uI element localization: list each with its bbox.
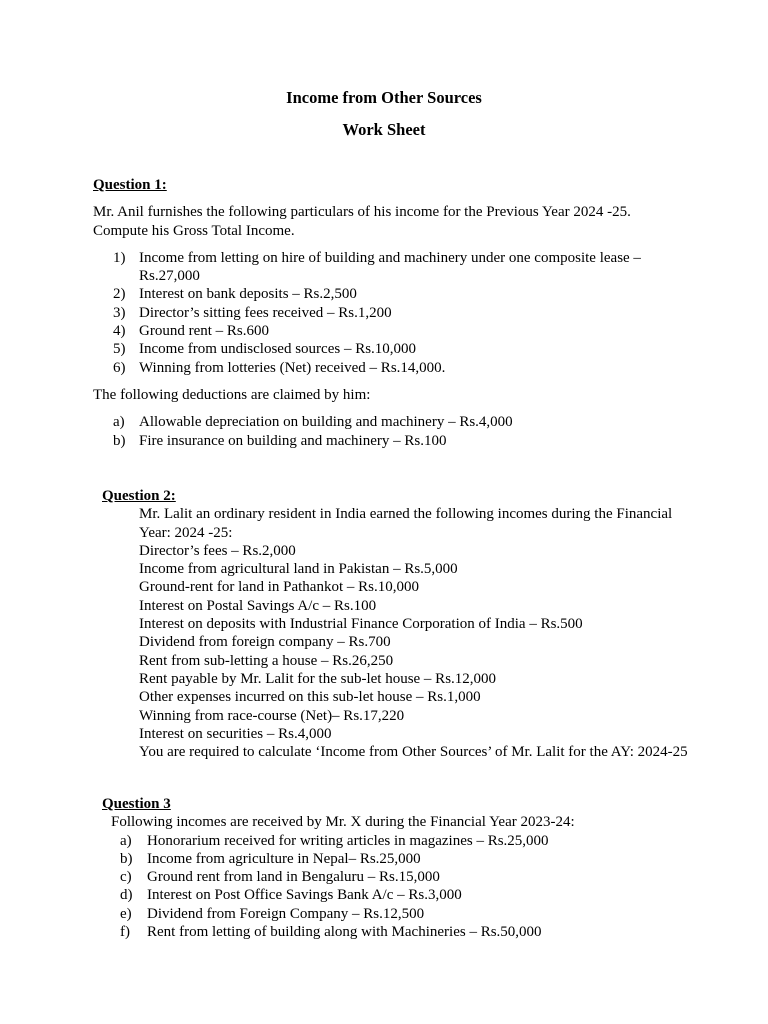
list-marker: 5) (113, 341, 126, 358)
question-2-body (102, 505, 695, 761)
list-item (93, 340, 673, 358)
list-marker: 1) (113, 249, 126, 266)
list-item-text: Interest on Post Office Savings Bank A/c – Rs.3,000 (147, 887, 462, 904)
list-item (93, 359, 673, 377)
list-item-text: Ground rent from land in Bengaluru – Rs.15,000 (147, 869, 440, 886)
list-item-text: Income from letting on hire of building and machinery under one composite lease – Rs.27,000 (139, 249, 641, 285)
question-1-heading: Question 1: (93, 177, 167, 193)
question-2-heading: Question 2: (102, 488, 176, 504)
question-2-line: Mr. Lalit an ordinary resident in India earned the following incomes during the Financial Year: 2024 -25: (139, 506, 673, 541)
list-item (93, 886, 702, 904)
question-1-intro: Mr. Anil furnishes the following particulars of his income for the Previous Year 2024 -25. Compute his Gross Total Income. (93, 204, 631, 239)
list-marker: e) (120, 905, 132, 922)
question-2-line: Income from agricultural land in Pakistan – Rs.5,000 (139, 561, 458, 578)
document-subtitle: Work Sheet (342, 120, 426, 139)
list-item-text: Interest on bank deposits – Rs.2,500 (139, 286, 357, 303)
question-2-line: Ground-rent for land in Pathankot – Rs.10,000 (139, 579, 419, 596)
question-3 (102, 795, 702, 941)
list-marker: 6) (113, 359, 126, 376)
question-2-line: You are required to calculate ‘Income from Other Sources’ of Mr. Lalit for the AY: 2024-25 (139, 744, 688, 761)
question-2-line: Rent payable by Mr. Lalit for the sub-let house – Rs.12,000 (139, 670, 497, 687)
list-marker: a) (113, 414, 125, 431)
list-item-text: Honorarium received for writing articles in magazines – Rs.25,000 (147, 832, 549, 849)
list-item-text: Fire insurance on building and machinery – Rs.100 (139, 432, 447, 449)
list-marker: d) (120, 887, 133, 904)
list-item-text: Income from agriculture in Nepal– Rs.25,000 (147, 850, 421, 867)
list-item-text: Director’s sitting fees received – Rs.1,200 (139, 304, 392, 321)
list-item (93, 432, 673, 450)
list-item (93, 249, 673, 286)
list-marker: f) (120, 924, 130, 941)
list-item (93, 413, 673, 431)
question-2-line: Interest on securities – Rs.4,000 (139, 725, 332, 742)
list-item (93, 868, 702, 886)
list-marker: 2) (113, 286, 126, 303)
deductions-intro: The following deductions are claimed by him: (93, 386, 371, 403)
list-item (93, 850, 702, 868)
list-item-text: Allowable depreciation on building and machinery – Rs.4,000 (139, 414, 513, 431)
question-1-income-list (93, 249, 673, 377)
list-item-text: Income from undisclosed sources – Rs.10,000 (139, 341, 417, 358)
list-marker: b) (120, 850, 133, 867)
question-2-line: Interest on Postal Savings A/c – Rs.100 (139, 597, 377, 614)
document-title: Income from Other Sources (286, 88, 482, 107)
list-marker: c) (120, 869, 132, 886)
list-item (93, 322, 673, 340)
question-1 (93, 176, 673, 450)
question-3-intro: Following incomes are received by Mr. X during the Financial Year 2023-24: (111, 814, 575, 831)
list-item (93, 304, 673, 322)
question-2-line: Director’s fees – Rs.2,000 (139, 542, 296, 559)
question-2 (102, 487, 702, 761)
question-2-line: Winning from race-course (Net)– Rs.17,220 (139, 707, 405, 724)
list-item (93, 923, 702, 941)
question-2-line: Rent from sub-letting a house – Rs.26,250 (139, 652, 394, 669)
list-item-text: Dividend from Foreign Company – Rs.12,500 (147, 905, 425, 922)
list-marker: 4) (113, 323, 126, 340)
list-marker: 3) (113, 304, 126, 321)
question-2-line: Interest on deposits with Industrial Finance Corporation of India – Rs.500 (139, 616, 583, 633)
list-item (93, 832, 702, 850)
list-item-text: Winning from lotteries (Net) received – Rs.14,000. (139, 359, 446, 376)
question-2-line: Other expenses incurred on this sub-let house – Rs.1,000 (139, 689, 481, 706)
question-3-heading: Question 3 (102, 796, 171, 812)
list-marker: a) (120, 832, 132, 849)
list-marker: b) (113, 432, 126, 449)
list-item (93, 285, 673, 303)
question-1-deductions-list (93, 413, 673, 450)
question-2-line: Dividend from foreign company – Rs.700 (139, 634, 391, 651)
list-item (93, 905, 702, 923)
list-item-text: Rent from letting of building along with Machineries – Rs.50,000 (147, 924, 542, 941)
question-3-income-list (93, 832, 702, 942)
list-item-text: Ground rent – Rs.600 (139, 323, 269, 340)
